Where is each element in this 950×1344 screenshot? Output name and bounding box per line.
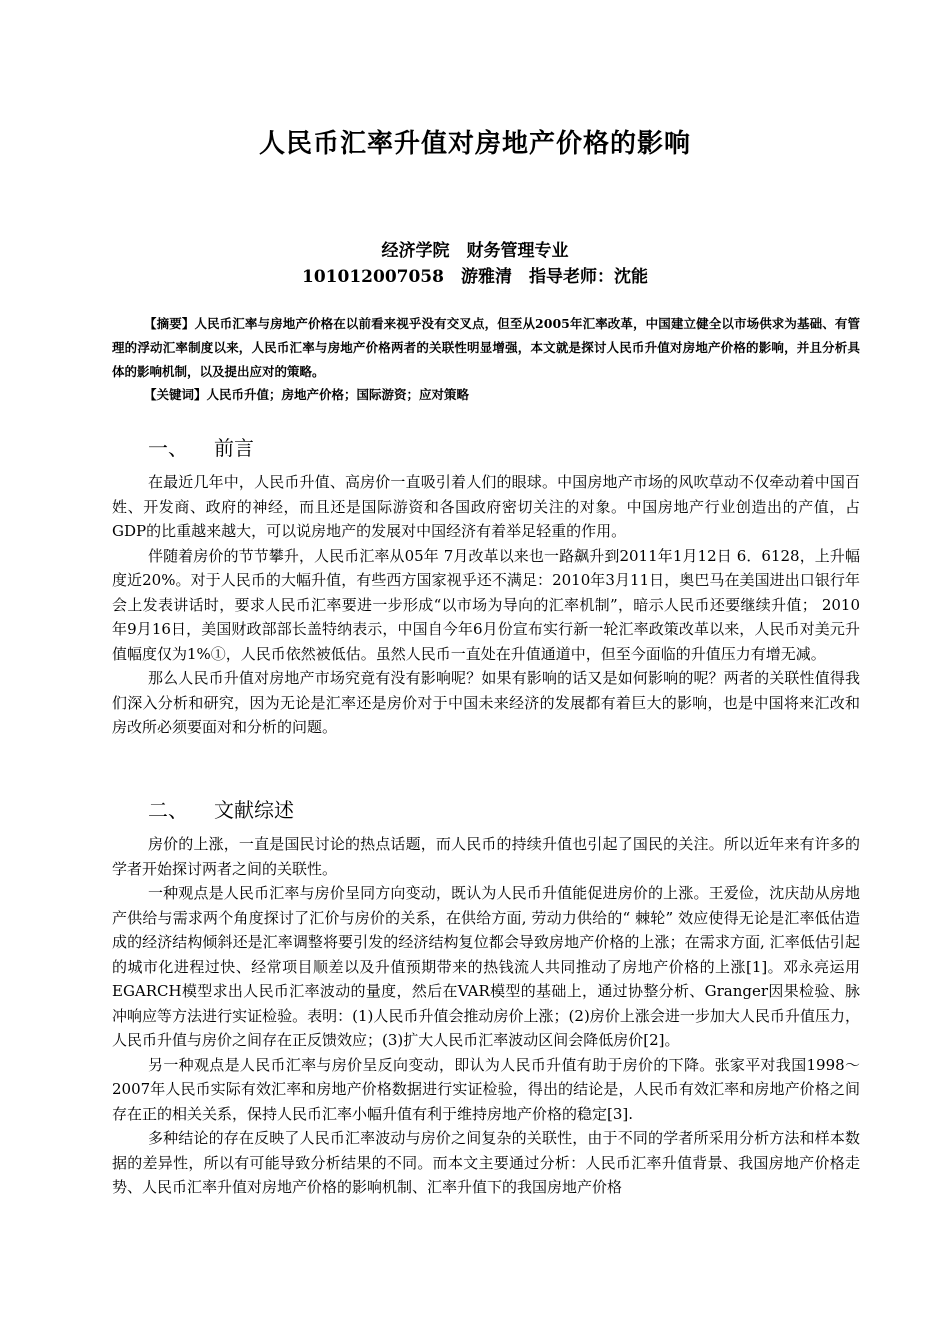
paragraph: 伴随着房价的节节攀升，人民币汇率从05年 7月改革以来也一路飙升到2011年1月12日 6．6128，上升幅度近20%。对于人民币的大幅升值，有些西方国家视乎还不满足：2010年3月11日，奥巴马在美国进出口银行年会上发表讲话时，要求人民币汇率要进一步形成“以市场为导向的汇率机制”，暗示人民币还要继续升值； 2010年9月16日，美国财政部部长盖特纳表示，中国自今年6月份宣布实行新一轮汇率政策改革以来，人民币对美元升值幅度仅为1%①，人民币依然被低估。虽然人民币一直处在升值通道中，但至今面临的升值压力有增无减。 — [112, 546, 860, 663]
section-number: 一、 — [148, 436, 188, 460]
abstract: 【摘要】人民币汇率与房地产价格在以前看来视乎没有交叉点，但至从2005年汇率改革，中国建立健全以市场供求为基础、有管理的浮动汇率制度以来，人民币汇率与房地产价格两者的关联性明显增强，本文就是探讨人民币升值对房地产价格的影响，并且分析具体的影响机制，以及提出应对的策略。 — [112, 316, 860, 379]
section-title: 前言 — [214, 436, 254, 460]
author-info: 101012007058 游雅清 指导老师：沈能 — [302, 267, 648, 287]
section-title: 文献综述 — [214, 798, 294, 822]
section-number: 二、 — [148, 798, 188, 822]
section-1-body — [112, 470, 860, 740]
paragraph: 房价的上涨，一直是国民讨论的热点话题，而人民币的持续升值也引起了国民的关注。所以近年来有许多的学者开始探讨两者之间的关联性。 — [112, 835, 860, 878]
section-heading-2 — [148, 794, 294, 823]
paragraph: 另一种观点是人民币汇率与房价呈反向变动，即认为人民币升值有助于房价的下降。张家平对我国1998～2007年人民币实际有效汇率和房地产价格数据进行实证检验，得出的结论是，人民币有效汇率和房地产价格之间存在正的相关关系，保持人民币汇率小幅升值有利于维持房地产价格的稳定[3]. — [112, 1055, 860, 1123]
paragraph: 那么人民币升值对房地产市场究竟有没有影响呢？如果有影响的话又是如何影响的呢？两者的关联性值得我们深入分析和研究，因为无论是汇率还是房价对于中国未来经济的发展都有着巨大的影响，也是中国将来汇改和房改所必须要面对和分析的问题。 — [112, 669, 860, 736]
paragraph: 在最近几年中，人民币升值、高房价一直吸引着人们的眼球。中国房地产市场的风吹草动不仅牵动着中国百姓、开发商、政府的神经，而且还是国际游资和各国政府密切关注的对象。中国房地产行业创造出的产值，占GDP的比重越来越大，可以说房地产的发展对中国经济有着举足轻重的作用。 — [112, 473, 860, 540]
paper-title: 人民币汇率升值对房地产价格的影响 — [258, 129, 691, 159]
keywords: 【关键词】人民币升值；房地产价格；国际游资；应对策略 — [144, 387, 470, 402]
paragraph: 一种观点是人民币汇率与房价呈同方向变动，既认为人民币升值能促进房价的上涨。王爱俭，沈庆劼从房地产供给与需求两个角度探讨了汇价与房价的关系，在供给方面, 劳动力供给的“ 棘轮” 效应使得无论是汇率低估造成的经济结构倾斜还是汇率调整将要引发的经济结构复位都会导致房地产价格的上涨；在需求方面, 汇率低估引起的城市化进程过快、经常项目顺差以及升值预期带来的热钱流人共同推动了房地产价格的上涨[1]。邓永亮运用EGARCH模型求出人民币汇率波动的量度，然后在VAR模型的基础上，通过协整分析、Granger因果检验、脉冲响应等方法进行实证检验。表明：(1)人民币升值会推动房价上涨；(2)房价上涨会进一步加大人民币升值压力，人民币升值与房价之间存在正反馈效应；(3)扩大人民币汇率波动区间会降低房价[2]。 — [112, 884, 860, 1049]
paragraph: 多种结论的存在反映了人民币汇率波动与房价之间复杂的关联性，由于不同的学者所采用分析方法和样本数据的差异性，所以有可能导致分析结果的不同。而本文主要通过分析：人民币汇率升值背景、我国房地产价格走势、人民币汇率升值对房地产价格的影响机制、汇率升值下的我国房地产价格 — [112, 1129, 860, 1196]
author-affiliation: 经济学院 财务管理专业 — [381, 241, 569, 261]
section-2-body — [112, 832, 860, 1200]
section-heading-1 — [148, 432, 254, 461]
